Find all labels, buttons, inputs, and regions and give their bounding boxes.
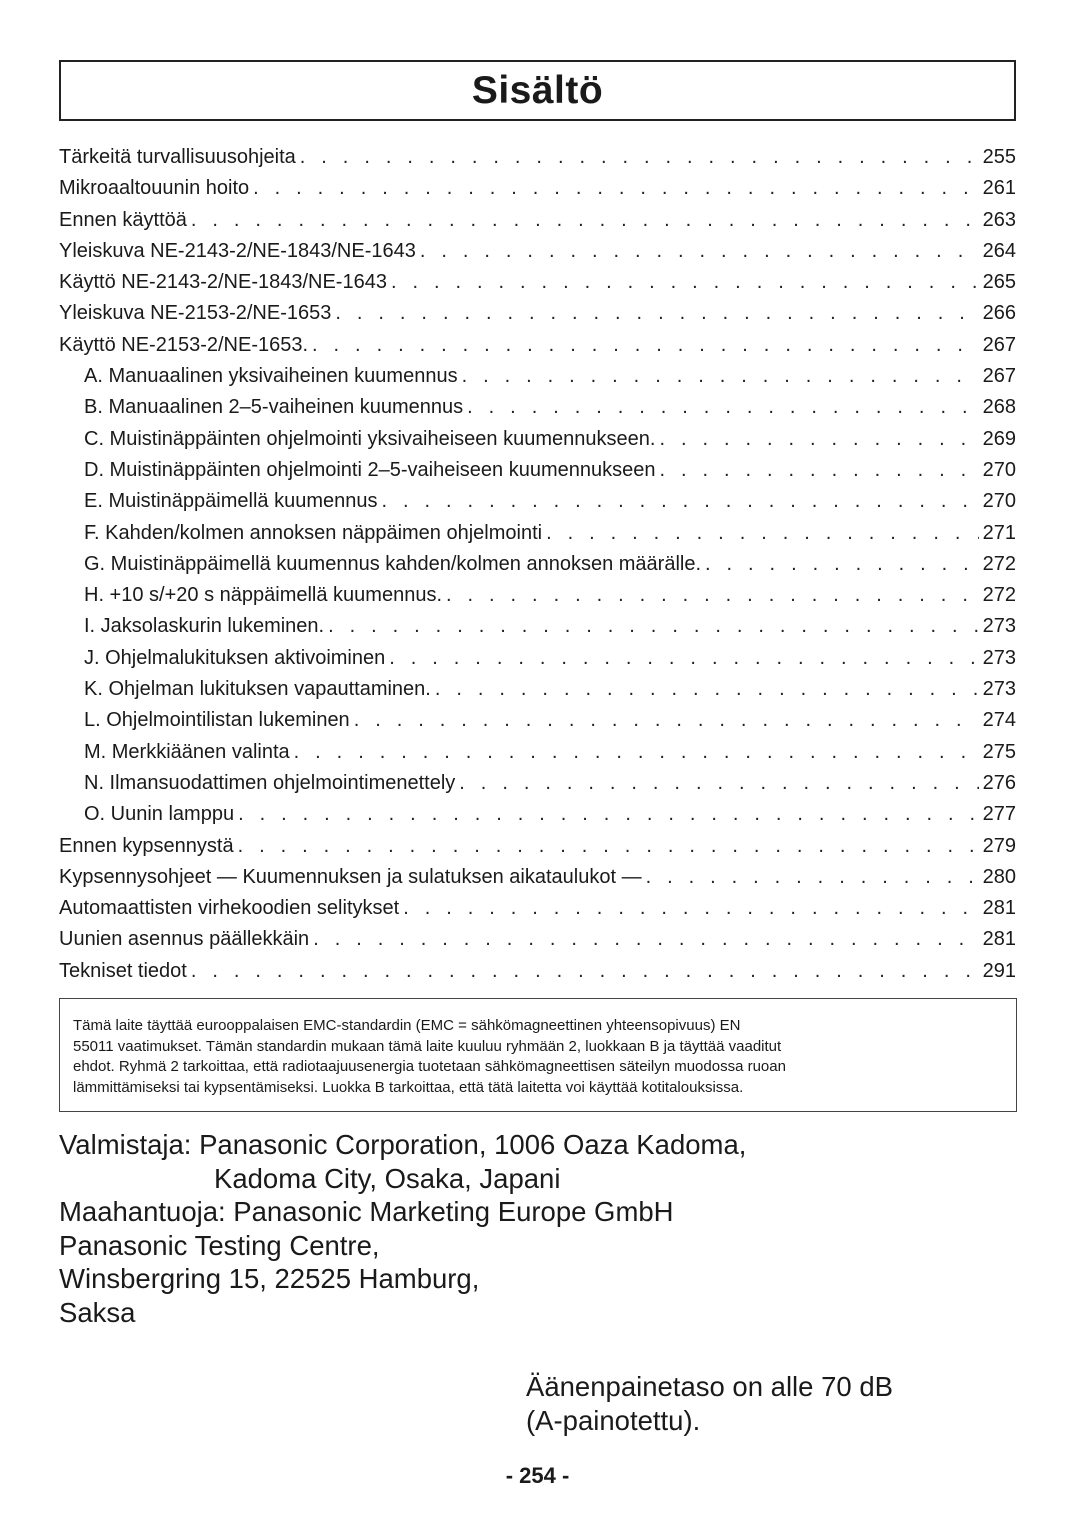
toc-entry-label: Tekniset tiedot [59, 959, 187, 982]
toc-entry-label: Yleiskuva NE-2143-2/NE-1843/NE-1643 [59, 239, 416, 262]
importer-line: Maahantuoja: Panasonic Marketing Europe GmbH [59, 1196, 674, 1228]
toc-entry-label: F. Kahden/kolmen annoksen näppäimen ohjelmointi [84, 521, 543, 544]
toc-entry-label: D. Muistinäppäinten ohjelmointi 2–5-vaiheiseen kuumennukseen [84, 458, 656, 481]
toc-entry-page: 280 [982, 865, 1016, 888]
toc-entry[interactable] [59, 799, 1016, 830]
toc-entry-page: 291 [982, 959, 1016, 982]
toc-entry-page: 267 [982, 365, 1016, 388]
toc-entry-page: 266 [982, 302, 1016, 325]
toc-leader-dots [446, 580, 979, 611]
sound-line: Äänenpainetaso on alle 70 dB [526, 1371, 893, 1402]
toc-entry-label: E. Muistinäppäimellä kuumennus [84, 490, 378, 513]
toc-entry[interactable] [59, 392, 1016, 423]
page-title: Sisältö [471, 68, 604, 112]
toc-entry-label: Automaattisten virhekoodien selitykset [59, 897, 400, 920]
toc-entry[interactable] [59, 518, 1016, 549]
toc-leader-dots [546, 518, 979, 549]
toc-entry[interactable] [59, 924, 1016, 955]
toc-entry-page: 264 [982, 239, 1016, 262]
notice-line: ehdot. Ryhmä 2 tarkoittaa, että radiotaajuusenergia tuotetaan sähkömagneettisen säteilyn muodossa ruoan [73, 1058, 786, 1075]
toc-entry[interactable] [59, 173, 1016, 204]
toc-entry-page: 261 [982, 177, 1016, 200]
toc-entry-page: 269 [982, 427, 1016, 450]
toc-entry-page: 279 [982, 834, 1016, 857]
toc-entry[interactable] [59, 142, 1016, 173]
toc-entry[interactable] [59, 705, 1016, 736]
notice-line: lämmittämiseksi tai kypsentämiseksi. Luokka B tarkoittaa, että tätä laitetta voi käyttää kotitalouksissa. [73, 1078, 744, 1096]
toc-leader-dots [312, 330, 979, 361]
toc-leader-dots [467, 392, 978, 423]
toc-entry-label: Käyttö NE-2143-2/NE-1843/NE-1643 [59, 271, 387, 294]
toc-leader-dots [335, 298, 978, 329]
toc-entry-label: C. Muistinäppäinten ohjelmointi yksivaiheiseen kuumennukseen. [84, 427, 656, 450]
toc-entry-page: 276 [982, 771, 1016, 794]
toc-entry[interactable] [59, 580, 1016, 611]
toc-entry-label: I. Jaksolaskurin lukeminen. [84, 615, 325, 638]
toc-leader-dots [459, 768, 978, 799]
toc-entry-page: 273 [982, 646, 1016, 669]
toc-entry[interactable] [59, 424, 1016, 455]
toc-entry-label: H. +10 s/+20 s näppäimellä kuumennus. [84, 584, 442, 607]
toc-leader-dots [382, 486, 979, 517]
toc-leader-dots [659, 424, 978, 455]
toc-entry[interactable] [59, 956, 1016, 987]
toc-entry[interactable] [59, 643, 1016, 674]
toc-entry[interactable] [59, 831, 1016, 862]
toc-leader-dots [300, 142, 979, 173]
manufacturer-line: Valmistaja: Panasonic Corporation, 1006 Oaza Kadoma, [59, 1129, 747, 1160]
toc-entry-page: 281 [982, 928, 1016, 951]
toc-leader-dots [191, 956, 979, 987]
toc-leader-dots [403, 893, 978, 924]
toc-entry-page: 273 [982, 678, 1016, 701]
toc-entry-label: J. Ohjelmalukituksen aktivoiminen [84, 646, 386, 669]
toc-entry-page: 272 [982, 584, 1016, 607]
toc-entry[interactable] [59, 768, 1016, 799]
toc-entry-page: 270 [982, 458, 1016, 481]
toc-entry[interactable] [59, 455, 1016, 486]
manufacturer-info [59, 1128, 746, 1330]
toc-entry-label: Käyttö NE-2153-2/NE-1653. [59, 333, 309, 356]
toc-entry-page: 265 [982, 271, 1016, 294]
toc-entry[interactable] [59, 862, 1016, 893]
toc-entry-page: 263 [982, 208, 1016, 231]
toc-entry[interactable] [59, 267, 1016, 298]
notice-line: 55011 vaatimukset. Tämän standardin mukaan tämä laite kuuluu ryhmään 2, luokkaan B ja täyttää vaaditut [73, 1037, 782, 1055]
page-number: - 254 - [505, 1463, 570, 1488]
toc-entry[interactable] [59, 298, 1016, 329]
toc-entry-page: 274 [982, 709, 1016, 732]
toc-entry-label: N. Ilmansuodattimen ohjelmointimenettely [84, 771, 456, 794]
toc-entry-page: 268 [982, 396, 1016, 419]
toc-leader-dots [294, 737, 979, 768]
toc-leader-dots [462, 361, 979, 392]
toc-entry-page: 272 [982, 552, 1016, 575]
toc-entry[interactable] [59, 611, 1016, 642]
emc-notice [59, 998, 1017, 1112]
manufacturer-line: Kadoma City, Osaka, Japani [214, 1162, 561, 1194]
toc-leader-dots [328, 611, 979, 642]
toc-entry[interactable] [59, 236, 1016, 267]
toc-entry-label: O. Uunin lamppu [84, 803, 235, 826]
toc-entry-page: 267 [982, 333, 1016, 356]
toc-entry-page: 271 [982, 521, 1016, 544]
toc-entry-label: Yleiskuva NE-2153-2/NE-1653 [59, 302, 332, 325]
toc-leader-dots [354, 705, 979, 736]
notice-line: Tämä laite täyttää eurooppalaisen EMC-standardin (EMC = sähkömagneettinen yhteensopivuus) EN [73, 1017, 741, 1034]
importer-line: Saksa [59, 1296, 136, 1328]
toc-entry-page: 275 [982, 740, 1016, 763]
toc-leader-dots [191, 205, 979, 236]
toc-entry-label: G. Muistinäppäimellä kuumennus kahden/kolmen annoksen määrälle. [84, 552, 702, 575]
toc-leader-dots [313, 924, 978, 955]
toc-leader-dots [238, 799, 979, 830]
toc-leader-dots [238, 831, 979, 862]
toc-entry-label: Ennen käyttöä [59, 208, 187, 231]
toc-entry-label: Ennen kypsennystä [59, 834, 234, 857]
toc-entry[interactable] [59, 893, 1016, 924]
toc-entry[interactable] [59, 205, 1016, 236]
toc-entry-label: A. Manuaalinen yksivaiheinen kuumennus [84, 365, 458, 388]
toc-leader-dots [420, 236, 979, 267]
toc-entry-page: 281 [982, 897, 1016, 920]
sound-level-note [526, 1370, 893, 1438]
toc-leader-dots [391, 267, 979, 298]
toc-entry[interactable] [59, 361, 1016, 392]
toc-entry-page: 277 [982, 803, 1016, 826]
toc-entry-page: 255 [982, 146, 1016, 168]
toc-entry-label: Kypsennysohjeet — Kuumennuksen ja sulatuksen aikataulukot — [59, 865, 642, 888]
table-of-contents [59, 142, 1016, 987]
toc-entry-label: B. Manuaalinen 2–5-vaiheinen kuumennus [84, 396, 464, 419]
toc-entry-label: Mikroaaltouunin hoito [59, 177, 250, 200]
toc-entry-page: 270 [982, 490, 1016, 513]
toc-leader-dots [389, 643, 978, 674]
toc-entry-label: Tärkeitä turvallisuusohjeita [59, 146, 296, 168]
toc-entry-label: Uunien asennus päällekkäin [59, 928, 310, 951]
toc-entry-label: L. Ohjelmointilistan lukeminen [84, 709, 350, 732]
toc-leader-dots [435, 674, 979, 705]
toc-entry[interactable] [59, 486, 1016, 517]
toc-leader-dots [646, 862, 979, 893]
toc-entry[interactable] [59, 549, 1016, 580]
toc-entry-page: 273 [982, 615, 1016, 638]
toc-entry[interactable] [59, 674, 1016, 705]
toc-leader-dots [253, 173, 979, 204]
toc-entry-label: K. Ohjelman lukituksen vapauttaminen. [84, 678, 431, 701]
title-box [59, 60, 1016, 121]
toc-entry[interactable] [59, 330, 1016, 361]
toc-entry-label: M. Merkkiäänen valinta [84, 740, 290, 763]
importer-line: Winsbergring 15, 22525 Hamburg, [59, 1263, 480, 1295]
sound-line: (A-painotettu). [526, 1405, 701, 1436]
importer-line: Panasonic Testing Centre, [59, 1229, 380, 1261]
toc-leader-dots [705, 549, 979, 580]
toc-entry[interactable] [59, 737, 1016, 768]
toc-leader-dots [659, 455, 978, 486]
